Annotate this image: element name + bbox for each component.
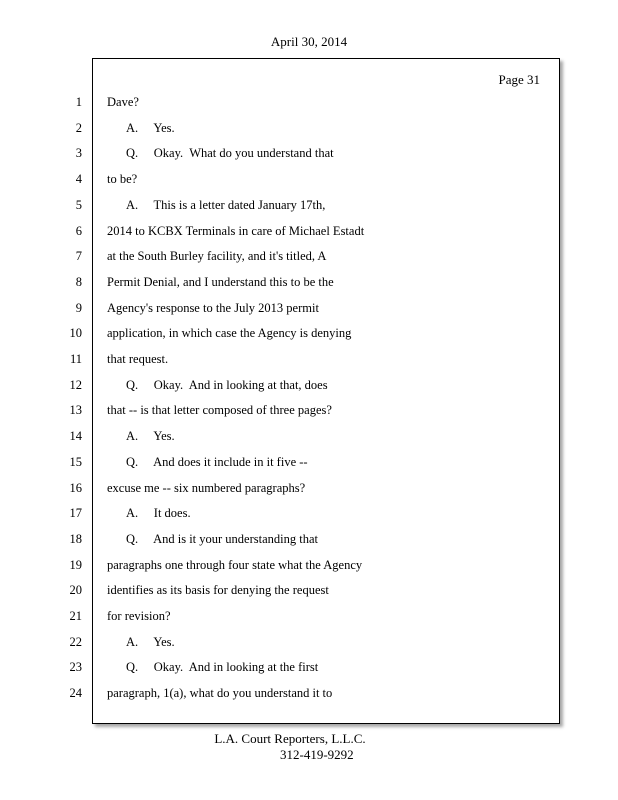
line-text: at the South Burley facility, and it's titled, A — [107, 249, 327, 264]
transcript-line — [0, 632, 560, 652]
transcript-line — [0, 221, 560, 241]
line-text: 2014 to KCBX Terminals in care of Michael Estadt — [107, 223, 365, 238]
page-date: April 30, 2014 — [270, 34, 348, 49]
line-number: 8 — [75, 274, 82, 289]
transcript-line — [0, 683, 560, 703]
line-text: A. Yes. — [126, 634, 175, 649]
line-text: A. Yes. — [126, 120, 175, 135]
transcript-line — [0, 298, 560, 318]
transcript-line — [0, 452, 560, 472]
line-text: paragraph, 1(a), what do you understand it to — [107, 686, 333, 701]
line-number: 13 — [69, 403, 82, 418]
line-number: 4 — [75, 172, 82, 187]
line-text: that -- is that letter composed of three pages? — [107, 403, 332, 418]
line-text: for revision? — [107, 609, 171, 623]
line-number: 22 — [69, 634, 82, 649]
line-number: 19 — [69, 557, 82, 572]
transcript-line — [0, 529, 560, 549]
line-text: Agency's response to the July 2013 permit — [107, 300, 319, 315]
line-number: 3 — [75, 146, 82, 161]
line-text: that request. — [107, 352, 169, 366]
line-number: 17 — [69, 506, 82, 521]
line-text: Q. And does it include in it five -- — [126, 454, 308, 469]
transcript-line — [0, 503, 560, 523]
line-number: 7 — [75, 249, 82, 264]
line-text: Q. Okay. And in looking at that, does — [126, 377, 328, 392]
transcript-line — [0, 169, 560, 189]
line-text: to be? — [107, 172, 138, 187]
line-number: 23 — [69, 660, 82, 675]
line-number: 2 — [75, 120, 82, 135]
transcript-line — [0, 92, 560, 112]
line-number: 10 — [69, 326, 82, 341]
line-text: application, in which case the Agency is denying — [107, 326, 352, 341]
transcript-line — [0, 272, 560, 292]
line-number: 21 — [69, 609, 82, 623]
line-text: Q. Okay. And in looking at the first — [126, 660, 319, 675]
transcript-line — [0, 426, 560, 446]
line-text: paragraphs one through four state what the Agency — [107, 557, 363, 572]
transcript-line — [0, 400, 560, 420]
transcript-line — [0, 555, 560, 575]
line-text: A. It does. — [126, 506, 191, 521]
line-number: 12 — [69, 377, 82, 392]
footer-phone: 312-419-9292 — [280, 747, 354, 762]
line-number: 1 — [75, 95, 82, 109]
line-text: excuse me -- six numbered paragraphs? — [107, 480, 306, 495]
line-number: 15 — [69, 454, 82, 469]
transcript-line — [0, 118, 560, 138]
transcript-line — [0, 657, 560, 677]
line-text: Q. And is it your understanding that — [126, 531, 318, 546]
line-number: 11 — [69, 352, 82, 366]
line-number: 9 — [75, 300, 82, 315]
transcript-line — [0, 246, 560, 266]
line-text: Q. Okay. What do you understand that — [126, 146, 334, 161]
transcript-line — [0, 323, 560, 343]
line-text: identifies as its basis for denying the request — [107, 583, 329, 598]
line-number: 6 — [75, 223, 82, 238]
transcript-line — [0, 349, 560, 369]
transcript-line — [0, 478, 560, 498]
line-number: 24 — [69, 686, 82, 701]
line-number: 14 — [69, 429, 82, 444]
line-text: A. This is a letter dated January 17th, — [126, 197, 326, 212]
line-number: 18 — [69, 531, 82, 546]
line-text: A. Yes. — [126, 429, 175, 444]
line-number: 16 — [69, 480, 82, 495]
transcript-line — [0, 375, 560, 395]
page-number: Page 31 — [498, 72, 540, 87]
line-number: 5 — [75, 197, 82, 212]
transcript-line — [0, 195, 560, 215]
line-number: 20 — [69, 583, 82, 598]
line-text: Dave? — [107, 95, 139, 109]
transcript-line — [0, 580, 560, 600]
transcript-line — [0, 143, 560, 163]
line-text: Permit Denial, and I understand this to be the — [107, 274, 334, 289]
transcript-line — [0, 606, 560, 626]
footer-company: L.A. Court Reporters, L.L.C. — [214, 731, 366, 746]
